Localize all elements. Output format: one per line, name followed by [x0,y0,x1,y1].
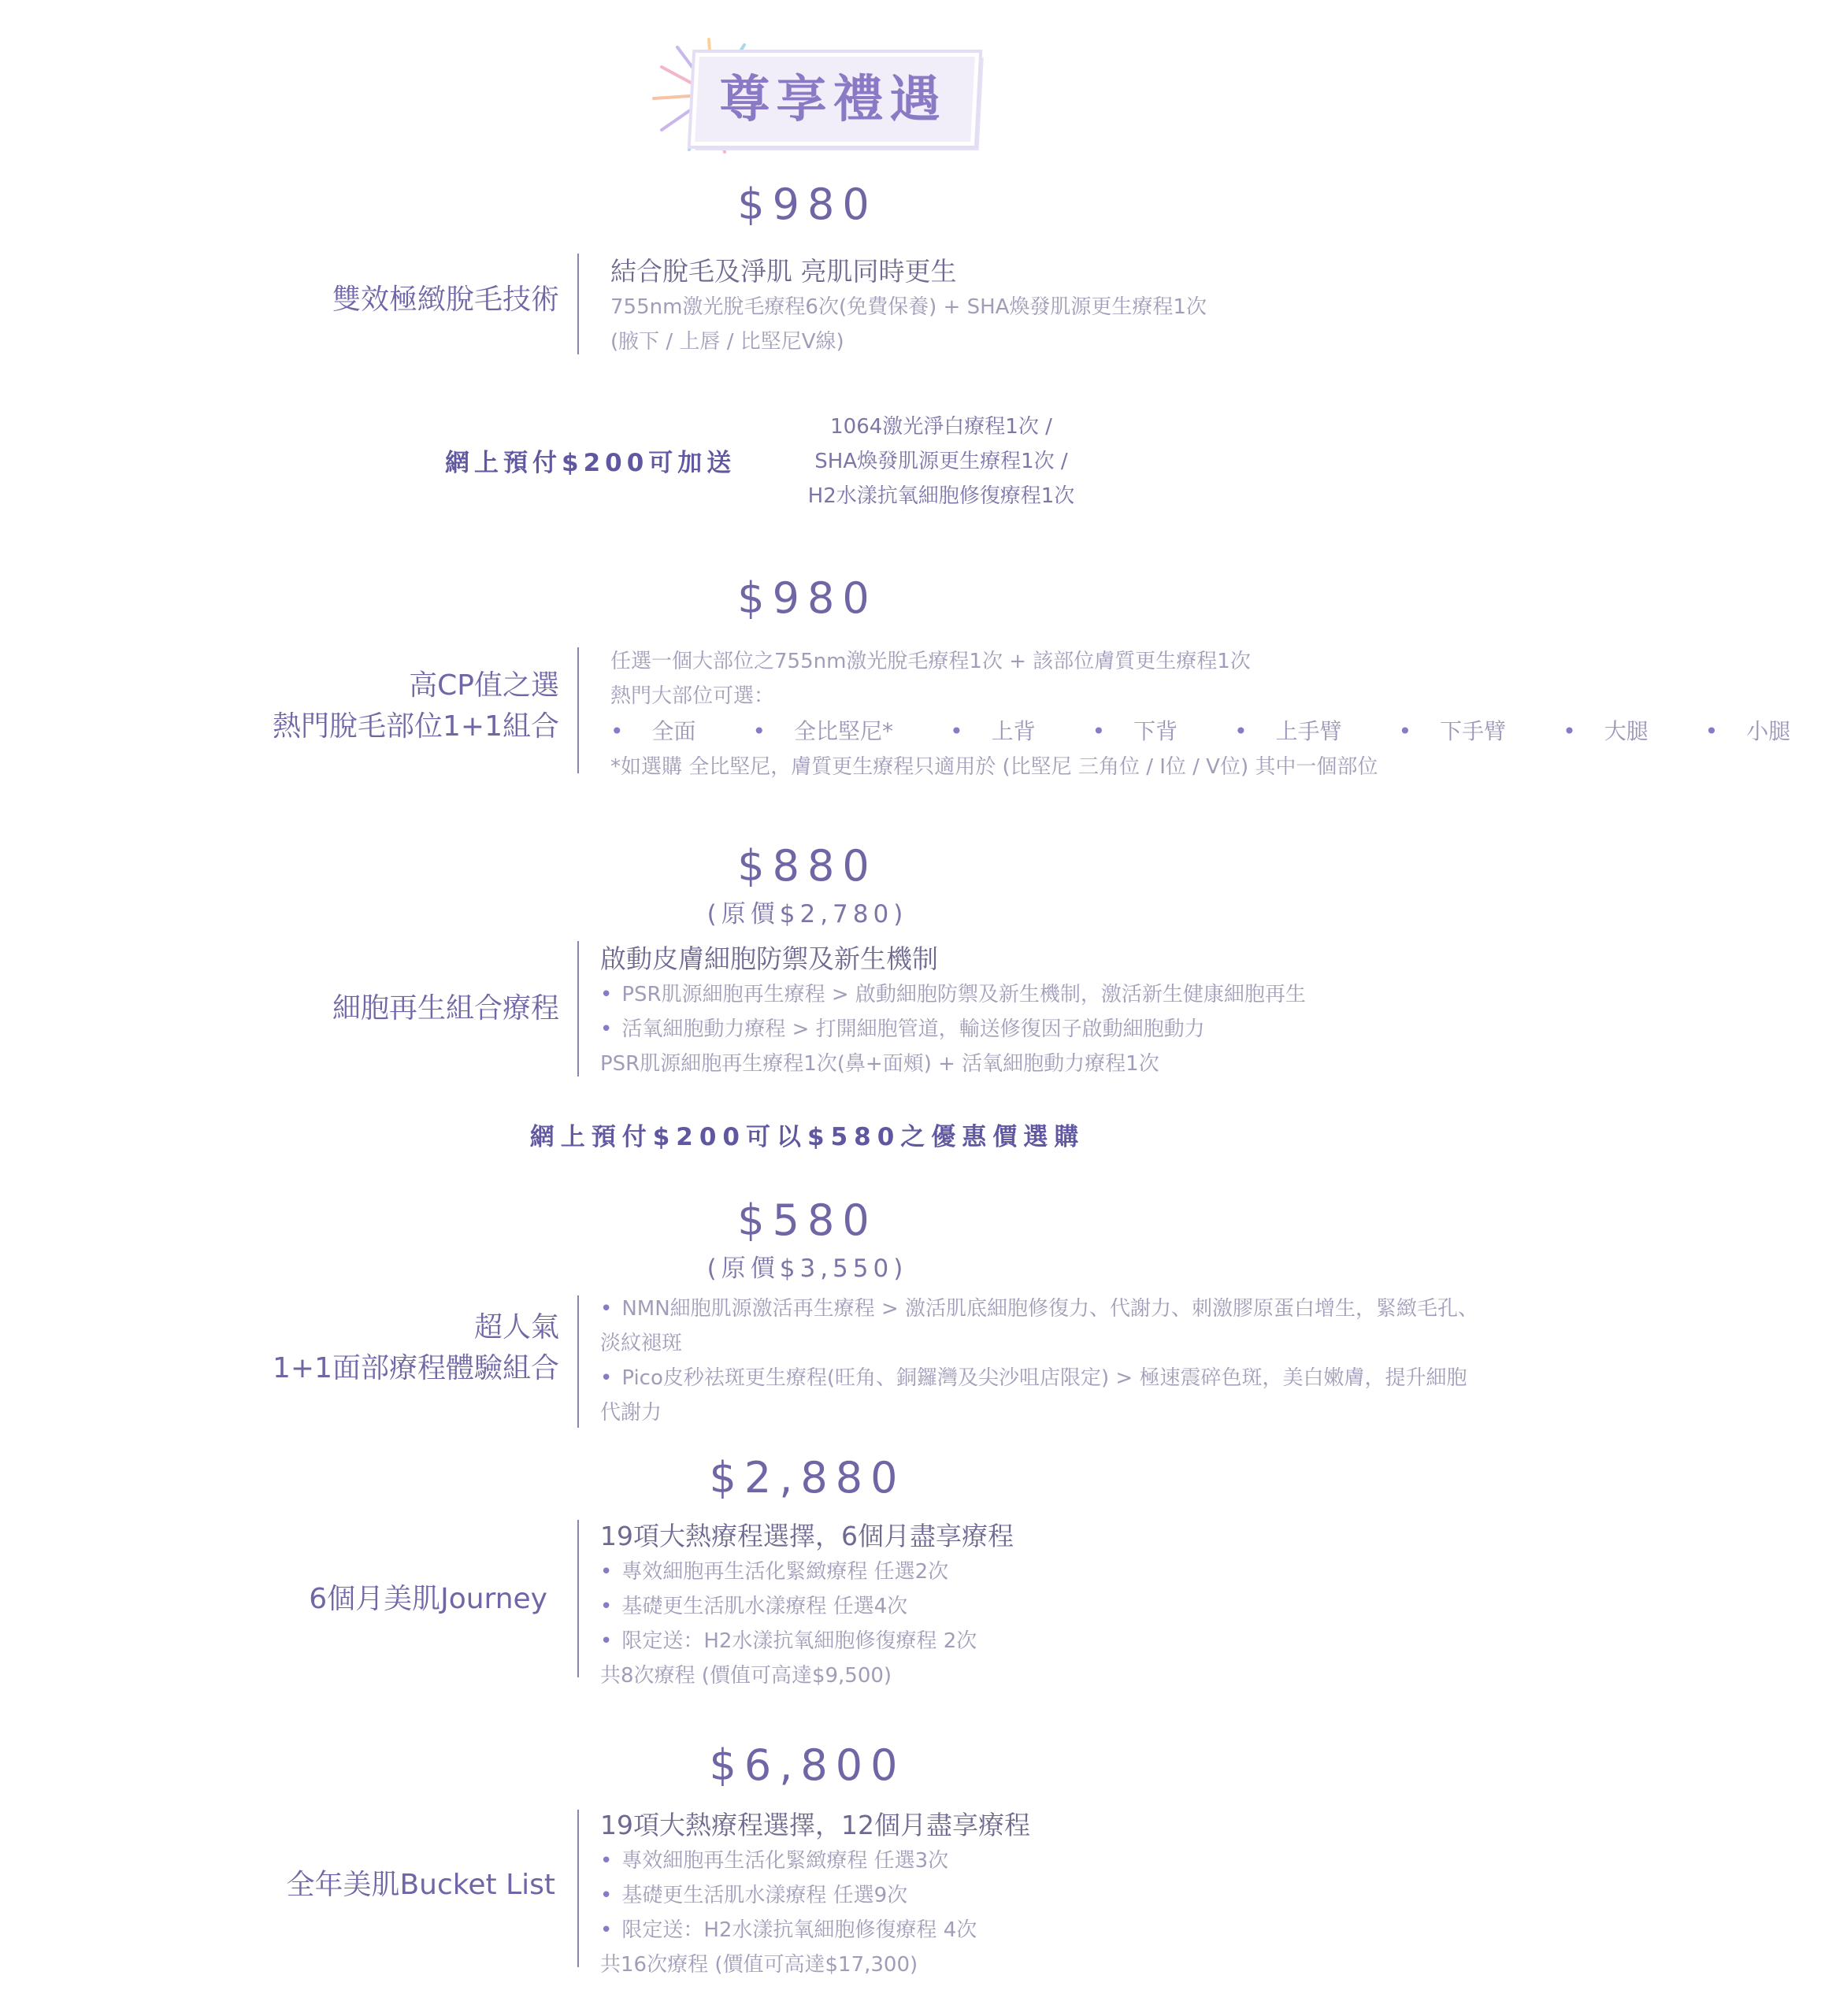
list-item: • 基礎更生活肌水漾療程 任選4次 [600,1595,908,1618]
divider [577,1295,579,1428]
offer-1-details: 結合脫毛及淨肌 亮肌同時更生 755nm激光脫毛療程6次(免費保養) + SHA煥發肌源更生療程1次 (腋下 / 上唇 / 比堅尼V線) [610,256,1207,354]
list-item: • 限定送：H2水漾抗氧細胞修復療程 2次 [600,1629,977,1653]
chip: • 大腿 [1563,718,1649,744]
chip: • 小腿 [1704,718,1791,744]
price-offer-3: $880 [737,841,877,891]
chip: • 上背 [950,718,1036,744]
chip: • 上手臂 [1234,718,1342,744]
offer-5-name: 6個月美肌Journey [309,1583,547,1615]
divider [577,941,579,1077]
list-item: • 限定送：H2水漾抗氧細胞修復療程 4次 [600,1918,977,1942]
offer-3-name: 細胞再生組合療程 [332,992,559,1025]
list-item: • PSR肌源細胞再生療程 > 啟動細胞防禦及新生機制，激活新生健康細胞再生 [600,983,1306,1006]
chip: • 全比堅尼* [752,718,894,744]
price-offer-5: $2,880 [709,1453,906,1503]
header-badge [646,35,977,146]
price-offer-6: $6,800 [709,1740,906,1790]
original-price-offer-3: (原價$2,780) [707,900,908,928]
list-item: • NMN細胞肌源激活再生療程 > 激活肌底細胞修復力、代謝力、刺激膠原蛋白增生，緊緻毛孔、 [600,1297,1478,1321]
offer-6-name: 全年美肌Bucket List [286,1869,555,1901]
body-area-chips [610,713,1847,750]
original-price-offer-4: (原價$3,550) [707,1254,908,1283]
divider [577,254,579,354]
price-offer-4: $580 [737,1195,877,1245]
price-offer-1: $980 [737,180,877,229]
divider [577,647,579,773]
offer-2-details: 任選一個大部位之755nm激光脫毛療程1次 + 該部位膚質更生療程1次 熱門大部位可選： • 全面 • 全比堅尼* • 上背 • 下背 • 上手臂 • 下手臂 • 大腿 • 小腿 *如選購 全比堅尼，膚質更生療程只適用於 (比堅尼 三角位 / I位 / V位) 其中一個部位 [610,644,1847,784]
offer-5-details: 19項大熱療程選擇，6個月盡享療程 • 專效細胞再生活化緊緻療程 任選2次 • 基礎更生活肌水漾療程 任選4次 • 限定送：H2水漾抗氧細胞修復療程 2次 共8次療程 (價值可高達$9,500) [600,1521,1014,1688]
list-item: • 活氧細胞動力療程 > 打開細胞管道，輸送修復因子啟動細胞動力 [600,1017,1205,1041]
list-item: • 專效細胞再生活化緊緻療程 任選2次 [600,1560,949,1584]
offer-4-name: 超人氣 1+1面部療程體驗組合 [273,1311,559,1384]
divider [577,1520,579,1677]
promo-1-gifts: 1064激光淨白療程1次 / SHA煥發肌源更生療程1次 / H2水漾抗氧細胞修復療程1次 [807,415,1075,508]
promo-2-label: 網上預付$200可以$580之優惠價選購 [529,1123,1085,1151]
list-item: • 專效細胞再生活化緊緻療程 任選3次 [600,1849,949,1873]
offer-3-details: 啟動皮膚細胞防禦及新生機制 • PSR肌源細胞再生療程 > 啟動細胞防禦及新生機制，激活新生健康細胞再生 • 活氧細胞動力療程 > 打開細胞管道，輸送修復因子啟動細胞動力 PSR肌源細胞再生療程1次(鼻+面頰) + 活氧細胞動力療程1次 [600,943,1306,1076]
price-offer-2: $980 [737,573,877,623]
divider [577,1810,579,1967]
offer-1-name: 雙效極緻脫毛技術 [332,284,559,316]
offer-2-name: 高CP值之選 熱門脫毛部位1+1組合 [273,669,559,743]
promo-1-label: 網上預付$200可加送 [445,449,736,477]
chip: • 下手臂 [1398,718,1507,744]
offer-4-details: • NMN細胞肌源激活再生療程 > 激活肌底細胞修復力、代謝力、刺激膠原蛋白增生，緊緻毛孔、 淡紋褪斑 • Pico皮秒祛斑更生療程(旺角、銅鑼灣及尖沙咀店限定) > 極速震碎色斑，美白嫩膚，提升細胞 代謝力 [600,1292,1478,1430]
chip: • 下背 [1092,718,1178,744]
offer-6-details: 19項大熱療程選擇，12個月盡享療程 • 專效細胞再生活化緊緻療程 任選3次 • 基礎更生活肌水漾療程 任選9次 • 限定送：H2水漾抗氧細胞修復療程 4次 共16次療程 (價值可高達$17,300) [600,1810,1030,1977]
chip: • 全面 [610,718,696,744]
list-item: • Pico皮秒祛斑更生療程(旺角、銅鑼灣及尖沙咀店限定) > 極速震碎色斑，美白嫩膚，提升細胞 [600,1366,1467,1390]
page-title: 尊享禮遇 [719,71,947,129]
list-item: • 基礎更生活肌水漾療程 任選9次 [600,1884,908,1907]
